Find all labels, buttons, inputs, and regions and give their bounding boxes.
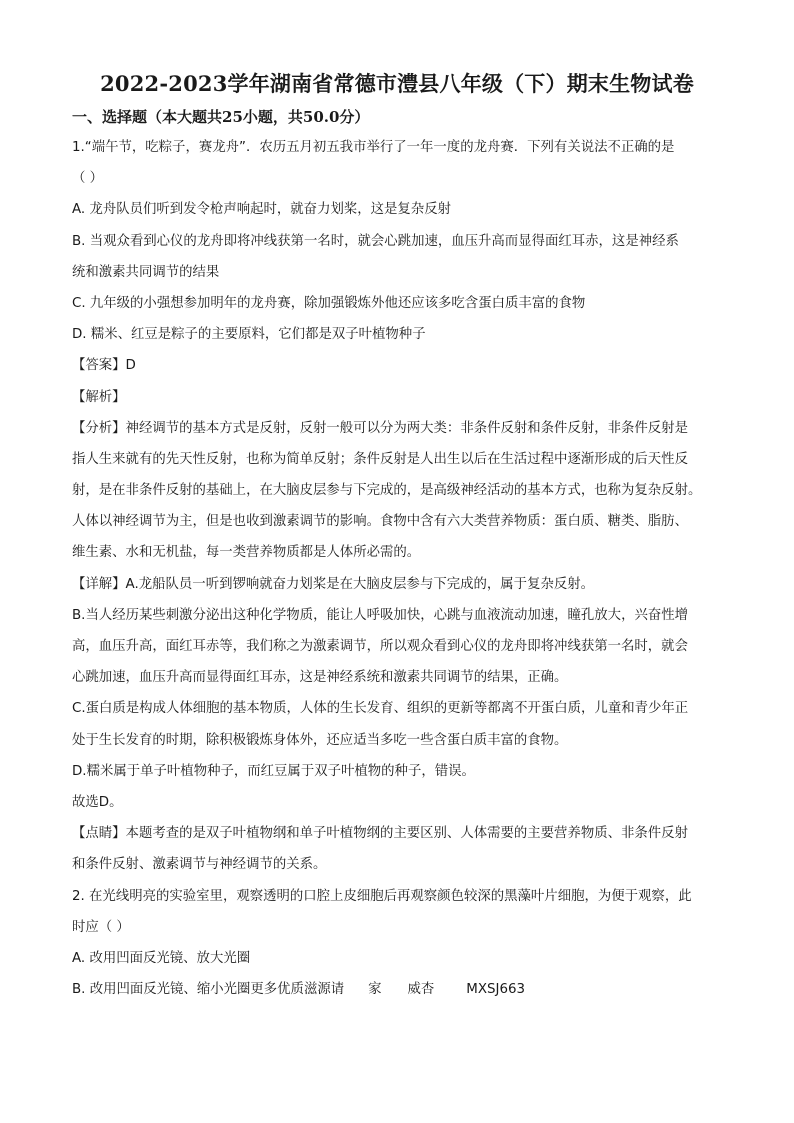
page-title: 2022-2023学年湖南省常德市澧县八年级（下）期末生物试卷 [100, 71, 694, 96]
option-d: D. 糯米、红豆是粽子的主要原料，它们都是双子叶植物种子 [72, 327, 426, 343]
text-line: （ ） [72, 171, 104, 187]
option-c: C. 九年级的小强想参加明年的龙舟赛，除加强锻炼外他还应该多吃含蛋白质丰富的食物 [72, 295, 586, 311]
text-line: 高，血压升高，面红耳赤等，我们称之为激素调节，所以观众看到心仪的龙舟即将冲线获第一名时，就会 [72, 639, 688, 654]
watermark-text: 家 [368, 982, 382, 998]
text-line: 2. 在光线明亮的实验室里，观察透明的口腔上皮细胞后再观察颜色较深的黑藻叶片细胞，为便于观察，此 [72, 888, 692, 904]
text-line: 1.“端午节，吃粽子，赛龙舟”．农历五月初五我市举行了一年一度的龙舟赛．下列有关说法不正确的是 [72, 140, 675, 155]
text-line: 故选D。 [72, 794, 123, 810]
watermark-text: 更多优质滋源请 [250, 982, 345, 998]
text-line: 维生素、水和无机盐，每一类营养物质都是人体所必需的。 [72, 545, 421, 561]
text-line: 【分析】神经调节的基本方式是反射，反射一般可以分为两大类：非条件反射和条件反射，非条件反射是 [72, 420, 688, 436]
option-a: A. 改用凹面反光镜、放大光圈 [72, 950, 251, 966]
watermark-code: MXSJ663 [466, 982, 526, 998]
text-line: 【详解】A.龙船队员一听到锣响就奋力划桨是在大脑皮层参与下完成的，属于复杂反射。 [72, 576, 595, 592]
text-line: 心跳加速，血压升高而显得面红耳赤，这是神经系统和激素共同调节的结果，正确。 [72, 670, 568, 686]
text-line: 统和激素共同调节的结果 [72, 264, 220, 280]
answer-line: 【答案】D [72, 358, 136, 374]
text-line: B.当人经历某些刺激分泌出这种化学物质，能让人呼吸加快，心跳与血液流动加速，瞳孔放大，兴奋性增 [72, 607, 689, 623]
text-line: 人体以神经调节为主，但是也收到激素调节的影响。食物中含有六大类营养物质：蛋白质、糖类、脂肪、 [72, 514, 688, 530]
option-a: A. 龙舟队员们听到发令枪声响起时，就奋力划桨，这是复杂反射 [72, 202, 451, 218]
text-line: 时应（ ） [72, 919, 130, 935]
option-b: B. 当观众看到心仪的龙舟即将冲线获第一名时，就会心跳加速，血压升高而显得面红耳赤，这是神经系 [72, 233, 679, 249]
text-line: C.蛋白质是构成人体细胞的基本物质，人体的生长发育、组织的更新等都离不开蛋白质，儿童和青少年正 [72, 701, 689, 717]
section-heading: 一、选择题（本大题共25小题，共50.0分） [72, 108, 370, 126]
question-body [72, 138, 732, 1011]
option-b-text: B. 改用凹面反光镜、缩小光圈 [72, 982, 251, 998]
text-line: 指人生来就有的先天性反射，也称为简单反射；条件反射是人出生以后在生活过程中逐渐形成的后天性反 [72, 451, 688, 467]
option-b [72, 980, 732, 1011]
text-line: 射，是在非条件反射的基础上，在大脑皮层参与下完成的，是高级神经活动的基本方式，也称为复杂反射。 [72, 483, 702, 499]
watermark-text: 威杏 [407, 982, 435, 998]
analysis-heading: 【解析】 [72, 389, 126, 405]
text-line: D.糯米属于单子叶植物种子，而红豆属于双子叶植物的种子，错误。 [72, 763, 475, 779]
text-line: 处于生长发育的时期，除积极锻炼身体外，还应适当多吃一些含蛋白质丰富的食物。 [72, 732, 568, 748]
text-line: 【点睛】本题考查的是双子叶植物纲和单子叶植物纲的主要区别、人体需要的主要营养物质、非条件反射 [72, 826, 688, 842]
text-line: 和条件反射、激素调节与神经调节的关系。 [72, 857, 327, 873]
